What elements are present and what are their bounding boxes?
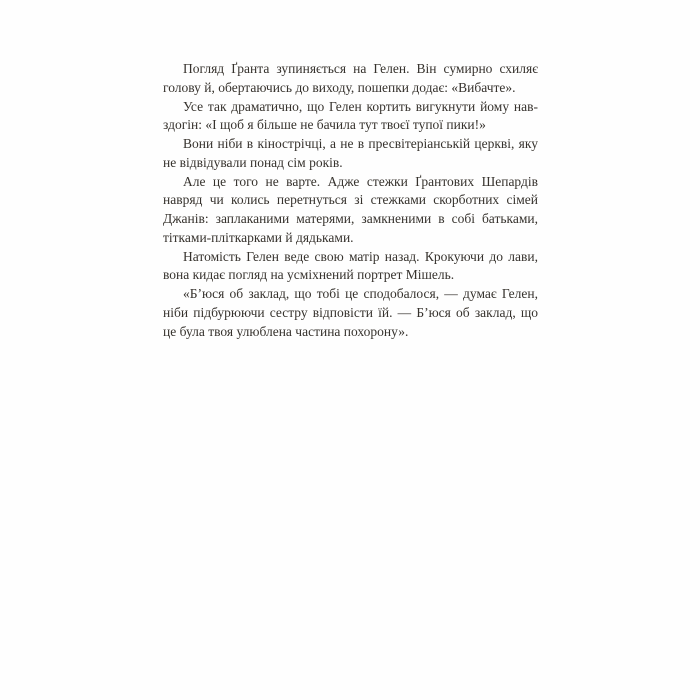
text-line: здогін: «І щоб я більше не бачила тут твоєї тупої пики!» — [163, 117, 486, 133]
text-line: голову й, обертаючись до виходу, пошепки додає: «Вибачте». — [163, 79, 516, 95]
text-line: Погляд Ґранта зупиняється на Гелен. Він сумирно схиляє — [183, 61, 538, 76]
text-line: Джанів: заплаканими матерями, замкненими в собі батьками, — [163, 211, 538, 226]
text-line: Вони ніби в кінострічці, а не в пресвітеріанській церкві, яку — [183, 136, 538, 151]
text-line: Натомість Гелен веде свою матір назад. Крокуючи до лави, — [183, 248, 538, 264]
paragraph — [163, 135, 538, 173]
text-line: тітками-пліткарками й дядьками. — [163, 229, 354, 245]
text-line: Але це того не варте. Адже стежки Ґрантових Шепардів — [183, 173, 538, 189]
page-text-block — [163, 60, 538, 341]
paragraph — [163, 60, 538, 98]
text-line: «Б’юся об заклад, що тобі це сподобалося, — думає Гелен, — [183, 286, 538, 301]
text-line: це була твоя улюблена частина похорону». — [163, 323, 409, 339]
text-line: не відвідували понад сім років. — [163, 154, 343, 170]
paragraph — [163, 98, 538, 136]
text-line: Усе так драматично, що Гелен кортить вигукнути йому нав- — [183, 98, 538, 114]
text-line: навряд чи колись перетнуться зі стежками скорботних сімей — [163, 192, 538, 208]
paragraph — [163, 248, 538, 286]
paragraph — [163, 173, 538, 248]
text-line: вона кидає погляд на усміхнений портрет Мішель. — [163, 267, 455, 283]
paragraph — [163, 285, 538, 341]
text-line: ніби підбурюючи сестру відповісти їй. — Б’юся об заклад, що — [163, 304, 538, 320]
